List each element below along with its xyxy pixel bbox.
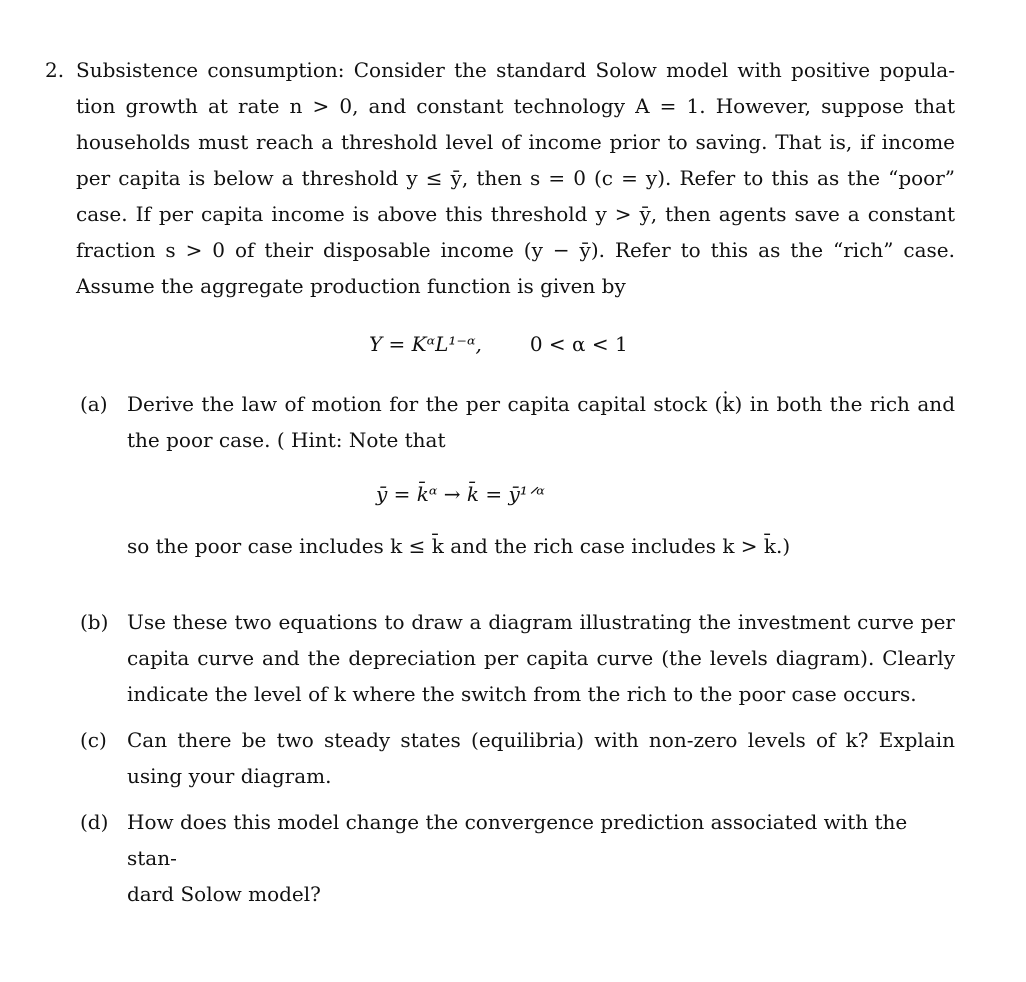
part-text	[127, 528, 955, 564]
part-label: (c)	[80, 728, 107, 752]
part-line: the poor case. ( Hint: Note that	[127, 428, 446, 452]
part-text	[127, 604, 955, 712]
part-line: using your diagram.	[127, 764, 332, 788]
part-line: Derive the law of motion for the per capita capital stock (k̇) in both the rich and	[127, 392, 955, 416]
equation-condition: 0 < α < 1	[529, 332, 628, 356]
problem-2	[45, 52, 955, 922]
part-label: (b)	[80, 610, 109, 634]
part-a	[80, 386, 955, 564]
problem-number: 2.	[45, 58, 65, 82]
part-text	[127, 722, 955, 794]
problem-statement	[76, 52, 955, 304]
statement-line: Assume the aggregate production function is given by	[76, 274, 626, 298]
part-d	[80, 804, 955, 912]
statement-line: fraction s > 0 of their disposable income (y − ȳ). Refer to this as the “rich” case.	[76, 238, 955, 262]
statement-line: tion growth at rate n > 0, and constant technology A = 1. However, suppose that	[76, 94, 955, 118]
part-text	[127, 804, 955, 912]
statement-line: case. If per capita income is above this threshold y > ȳ, then agents save a constant	[76, 202, 955, 226]
part-c	[80, 722, 955, 794]
production-function-equation	[369, 328, 955, 360]
part-line: dard Solow model?	[127, 882, 321, 906]
part-line: so the poor case includes k ≤ k̄ and the rich case includes k > k̄.)	[127, 534, 791, 558]
hint-equation: ȳ = k̄ᵅ → k̄ = ȳ¹ᐟᵅ	[376, 482, 545, 506]
part-b	[80, 604, 955, 712]
statement-line: households must reach a threshold level of income prior to saving. That is, if income	[76, 130, 955, 154]
part-line: indicate the level of k where the switch from the rich to the poor case occurs.	[127, 682, 917, 706]
part-line: capita curve and the depreciation per capita curve (the levels diagram). Clearly	[127, 646, 955, 670]
equation-text: Y = KᵅL¹⁻ᵅ,	[369, 332, 482, 356]
part-line: How does this model change the convergence prediction associated with the stan-	[127, 810, 908, 870]
statement-line: per capita is below a threshold y ≤ ȳ, then s = 0 (c = y). Refer to this as the “poor”	[76, 166, 955, 190]
part-line: Can there be two steady states (equilibria) with non-zero levels of k? Explain	[127, 728, 955, 752]
statement-line: Subsistence consumption: Consider the standard Solow model with positive popula-	[76, 58, 955, 82]
part-label: (d)	[80, 810, 109, 834]
part-line: Use these two equations to draw a diagram illustrating the investment curve per	[127, 610, 955, 634]
part-text	[127, 386, 955, 458]
part-label: (a)	[80, 392, 108, 416]
sub-questions	[80, 386, 955, 912]
